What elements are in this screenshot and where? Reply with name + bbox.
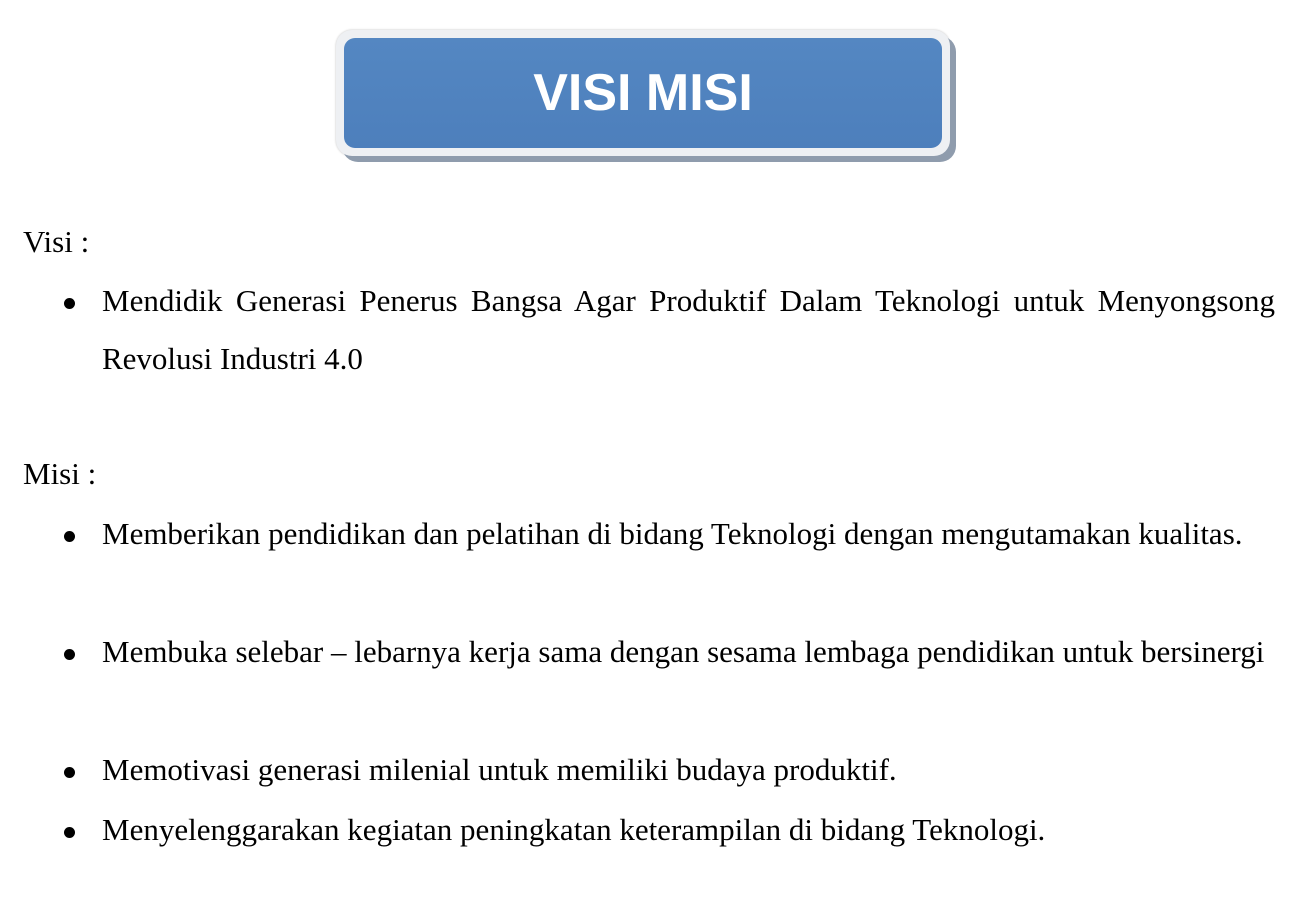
misi-label: Misi : bbox=[23, 456, 97, 491]
bullet-icon bbox=[64, 767, 75, 778]
title-banner bbox=[336, 30, 950, 156]
misi-item-text: Memotivasi generasi milenial untuk memiliki budaya produktif. bbox=[102, 752, 897, 787]
bullet-icon bbox=[64, 649, 75, 660]
misi-item-text: Memberikan pendidikan dan pelatihan di bidang Teknologi dengan mengutamakan kualitas. bbox=[102, 516, 1243, 551]
title-box bbox=[344, 38, 942, 148]
bullet-icon bbox=[64, 827, 75, 838]
page-title: VISI MISI bbox=[533, 64, 753, 122]
visi-item-text: Mendidik Generasi Penerus Bangsa Agar Produktif Dalam Teknologi untuk Menyongsong Revolusi Industri 4.0 bbox=[102, 283, 1275, 376]
misi-item-text: Membuka selebar – lebarnya kerja sama dengan sesama lembaga pendidikan untuk bersinergi bbox=[102, 634, 1265, 669]
visi-label: Visi : bbox=[23, 224, 90, 259]
bullet-icon bbox=[64, 531, 75, 542]
bullet-icon bbox=[64, 298, 75, 309]
misi-item-text: Menyelenggarakan kegiatan peningkatan keterampilan di bidang Teknologi. bbox=[102, 812, 1046, 847]
